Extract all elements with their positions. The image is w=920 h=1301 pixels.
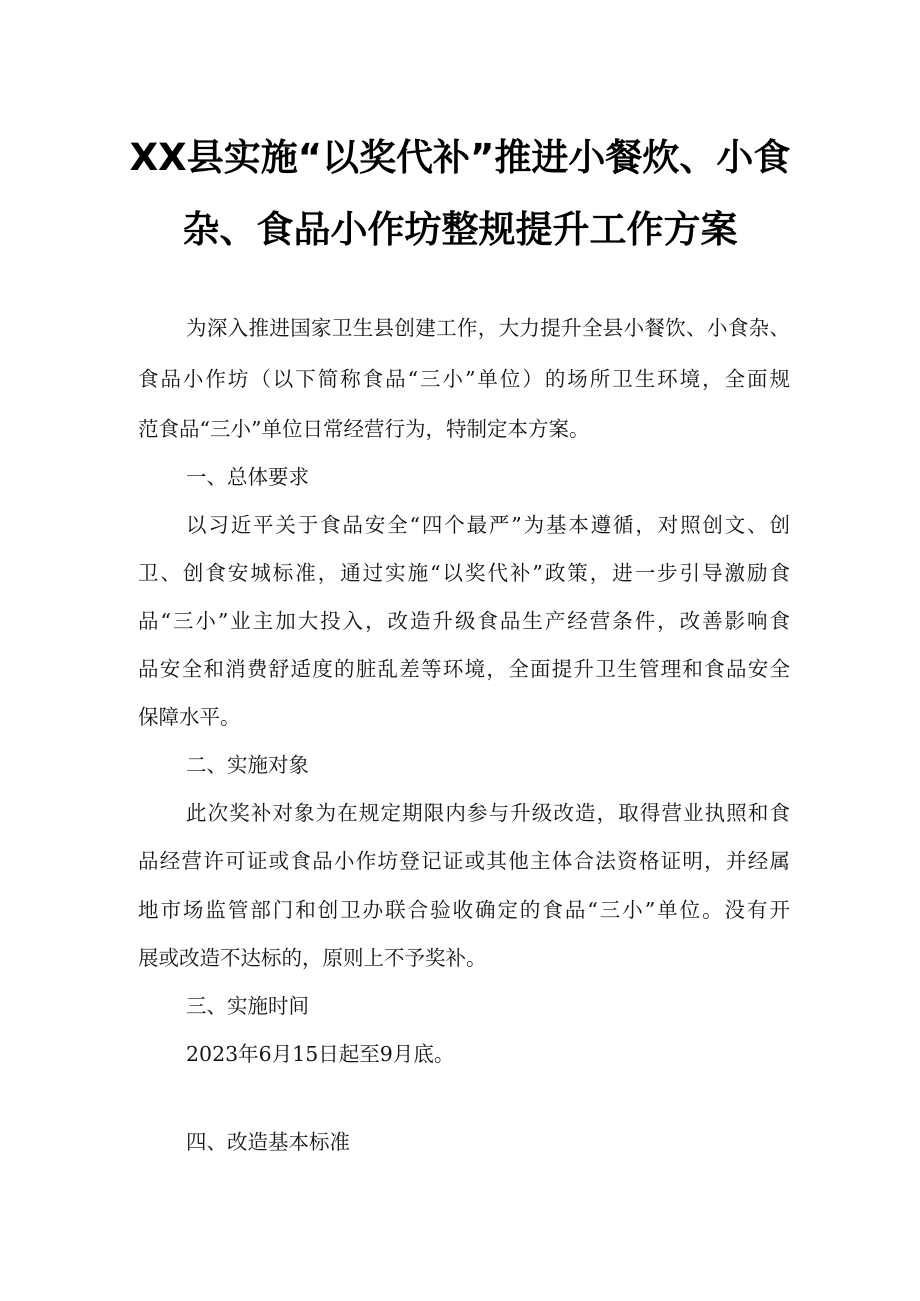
section2-heading: 二、实施对象 — [186, 753, 309, 777]
section3-heading: 三、实施时间 — [186, 994, 309, 1018]
section1-line-3: 品“三小”业主加大投入，改造升级食品生产经营条件，改善影响食 — [138, 609, 790, 633]
section1-line-2: 卫、创食安城标准，通过实施“以奖代补”政策，进一步引导激励食 — [138, 561, 790, 585]
document-title-line-1: XX县实施“以奖代补”推进小餐炊、小食 — [129, 136, 791, 179]
section1-heading: 一、总体要求 — [186, 465, 309, 489]
section2-line-1: 此次奖补对象为在规定期限内参与升级改造，取得营业执照和食 — [186, 801, 790, 825]
section2-line-4: 展或改造不达标的，原则上不予奖补。 — [138, 946, 487, 970]
document-title-line-2: 杂、食品小作坊整规提升工作方案 — [182, 208, 738, 251]
section2-line-3: 地市场监管部门和创卫办联合验收确定的食品“三小”单位。没有开 — [138, 898, 790, 922]
section3-line-1: 2023年6月15日起至9月底。 — [186, 1042, 455, 1066]
section1-line-4: 品安全和消费舒适度的脏乱差等环境，全面提升卫生管理和食品安全 — [138, 657, 790, 681]
intro-line-2: 食品小作坊（以下简称食品“三小”单位）的场所卫生环境，全面规 — [138, 367, 790, 391]
section1-line-5: 保障水平。 — [138, 705, 241, 729]
intro-line-1: 为深入推进国家卫生县创建工作，大力提升全县小餐饮、小食杂、 — [186, 316, 790, 340]
section4-heading: 四、改造基本标准 — [186, 1130, 350, 1154]
intro-line-3: 范食品“三小”单位日常经营行为，特制定本方案。 — [138, 417, 590, 441]
section1-line-1: 以习近平关于食品安全“四个最严”为基本遵循，对照创文、创 — [186, 513, 790, 537]
section2-line-2: 品经营许可证或食品小作坊登记证或其他主体合法资格证明，并经属 — [138, 849, 790, 873]
